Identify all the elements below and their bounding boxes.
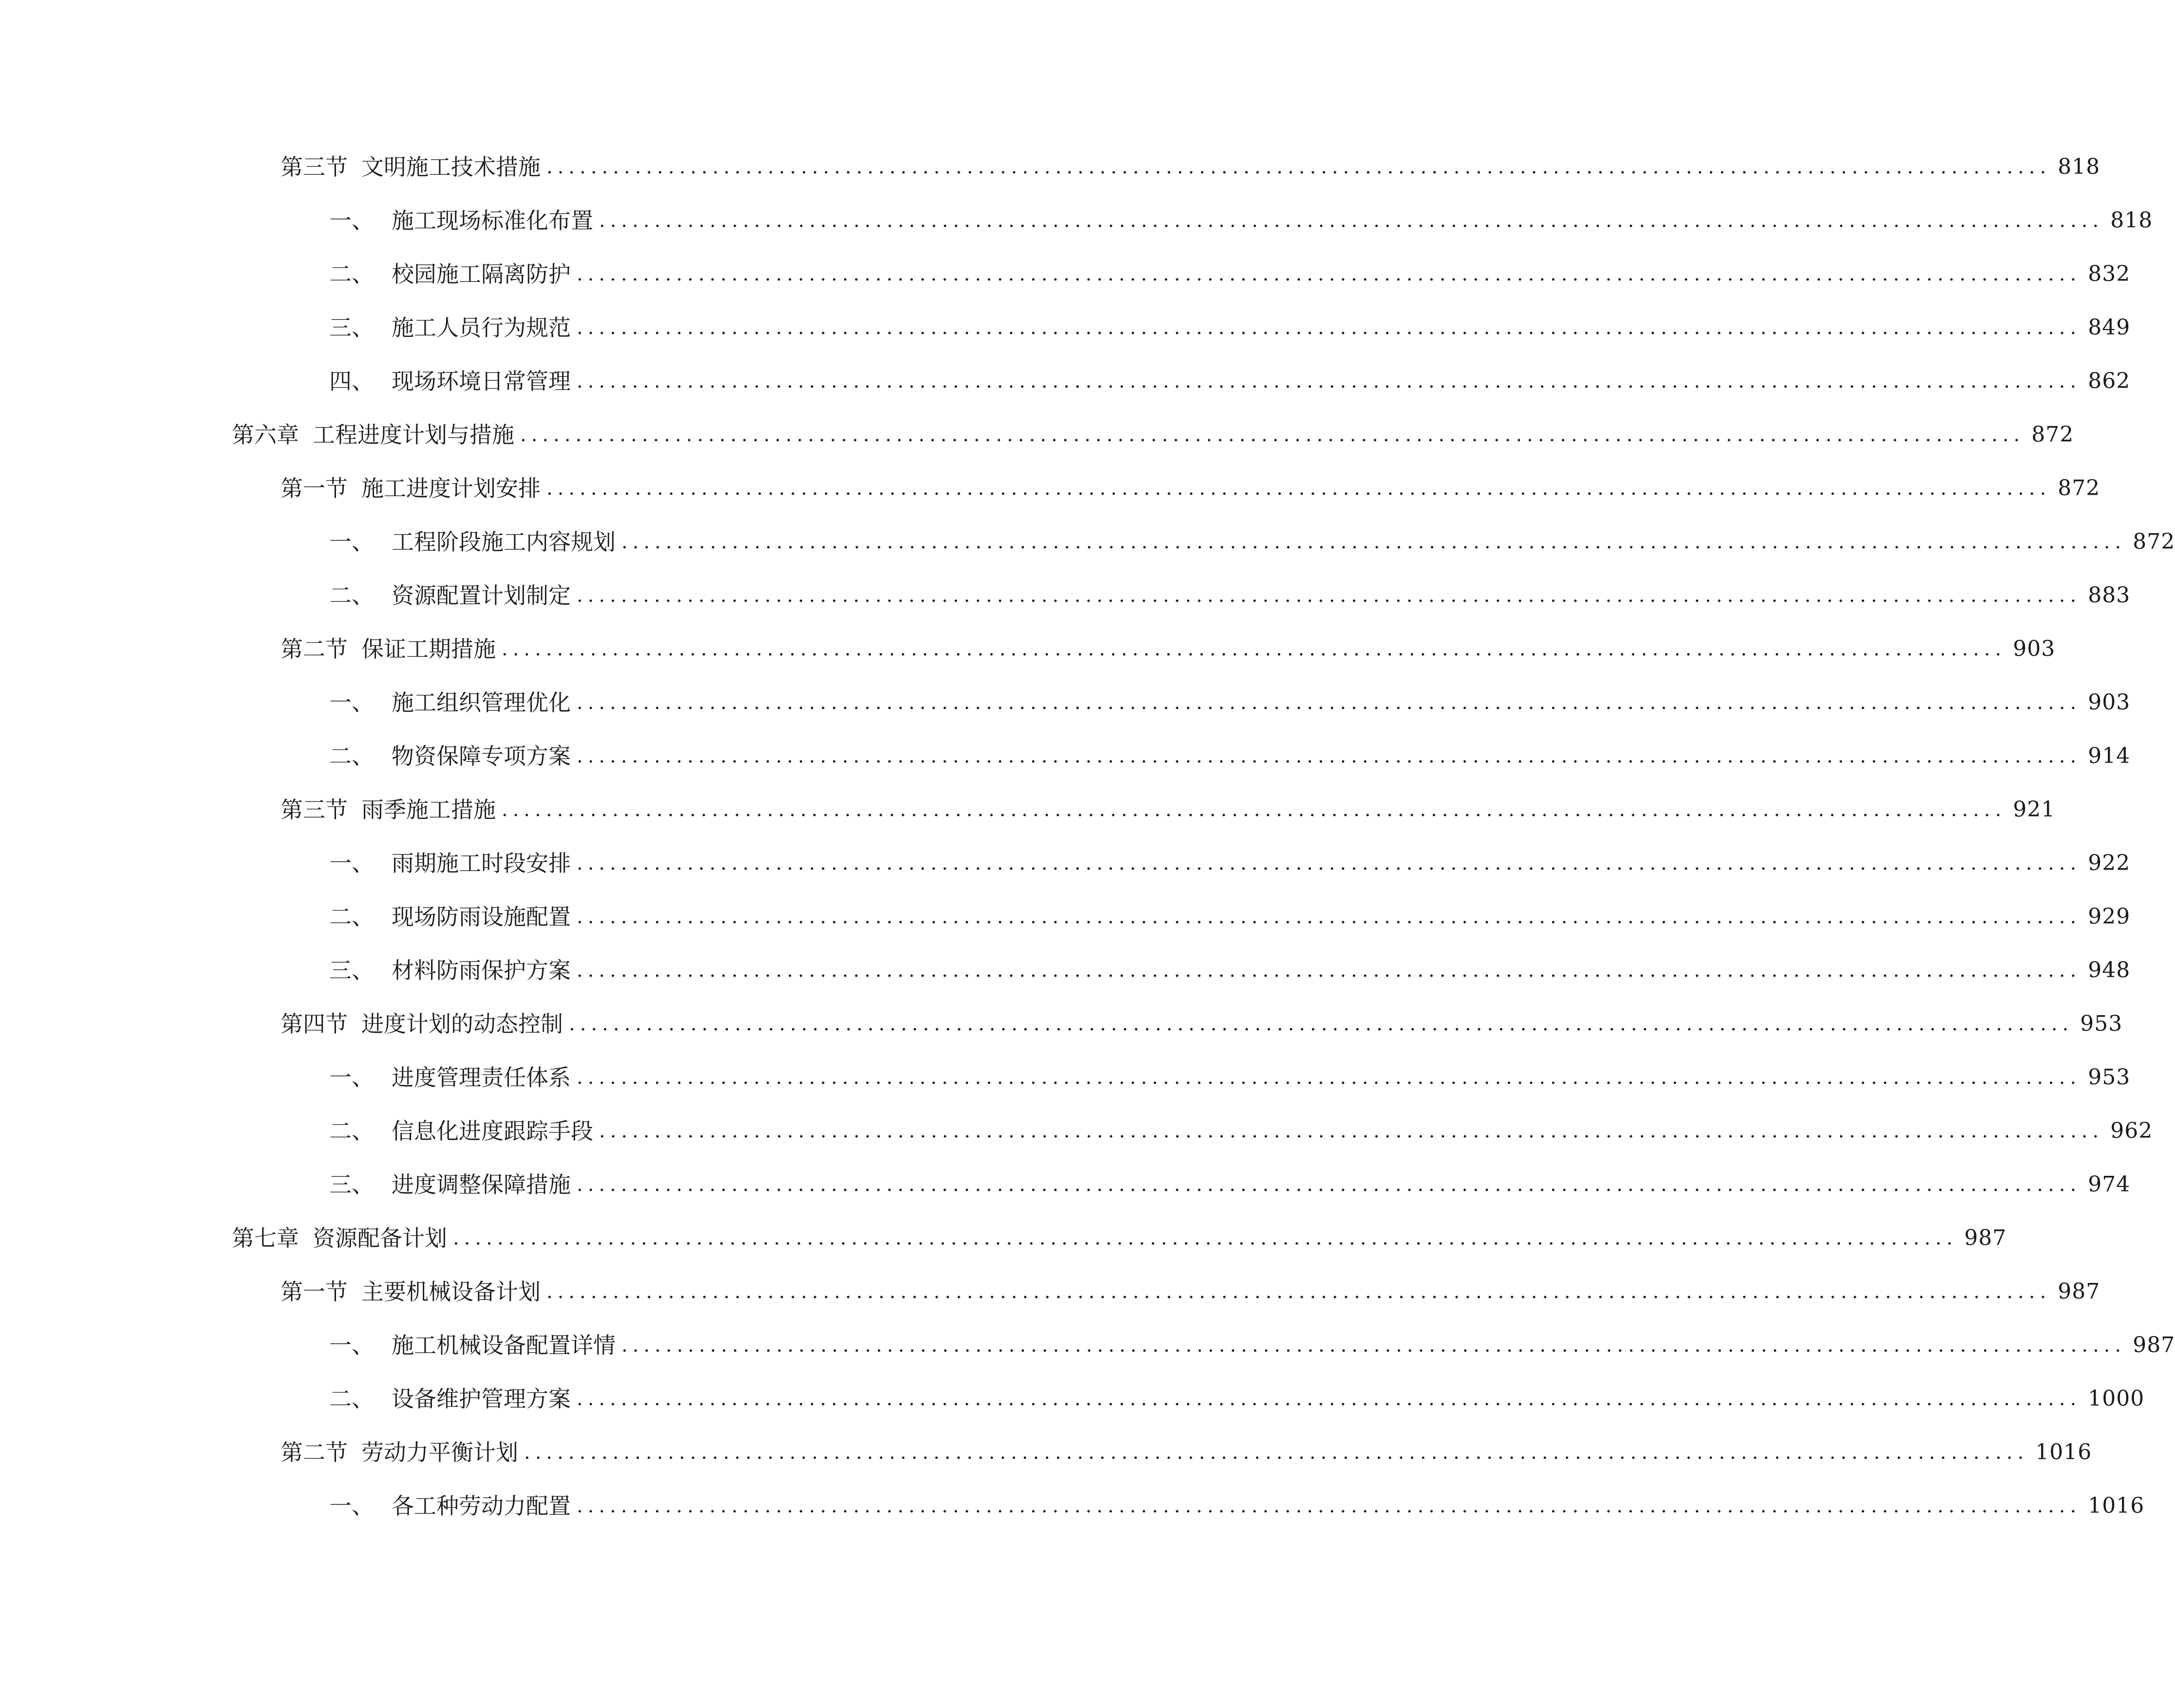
toc-entry-title: 施工机械设备配置详情 xyxy=(392,1332,616,1358)
toc-entry-title: 工程阶段施工内容规划 xyxy=(392,529,616,555)
toc-entry-title: 材料防雨保护方案 xyxy=(392,957,571,984)
toc-dot-leader: ........................................................................................................................................ xyxy=(577,959,2081,982)
toc-entry[interactable] xyxy=(0,569,2131,622)
toc-dot-leader: ........................................................................................................................................ xyxy=(453,1227,1958,1249)
toc-page-number: 1016 xyxy=(2088,1493,2145,1518)
toc-entry-number: 一、 xyxy=(329,529,374,555)
toc-entry[interactable] xyxy=(0,462,2100,515)
toc-dot-leader: ........................................................................................................................................ xyxy=(577,316,2081,339)
toc-page-number: 987 xyxy=(2058,1279,2100,1304)
toc-dot-leader: ........................................................................................................................................ xyxy=(577,1495,2081,1517)
toc-dot-leader: ........................................................................................................................................ xyxy=(577,691,2081,714)
toc-page-number: 921 xyxy=(2013,797,2056,822)
toc-page-number: 832 xyxy=(2088,261,2131,286)
toc-entry-number: 二、 xyxy=(329,261,374,287)
toc-entry-title: 施工现场标准化布置 xyxy=(392,207,593,234)
toc-entry[interactable] xyxy=(0,354,2131,408)
toc-entry-number: 三、 xyxy=(329,315,374,341)
toc-entry-number: 二、 xyxy=(329,582,374,609)
toc-dot-leader: ........................................................................................................................................ xyxy=(524,1441,2029,1464)
toc-entry-title: 文明施工技术措施 xyxy=(361,154,541,180)
toc-entry-number: 二、 xyxy=(329,904,374,930)
toc-entry-number: 一、 xyxy=(329,1064,374,1091)
toc-entry[interactable] xyxy=(0,890,2131,944)
toc-page-number: 1016 xyxy=(2035,1440,2092,1465)
toc-entry-number: 一、 xyxy=(329,689,374,716)
toc-entry-number: 第一节 xyxy=(281,475,348,501)
toc-entry-number: 二、 xyxy=(329,1386,374,1412)
toc-entry-number: 第三节 xyxy=(281,154,348,180)
toc-page-number: 872 xyxy=(2058,476,2100,501)
toc-page-number: 922 xyxy=(2088,851,2131,875)
toc-entry-title: 设备维护管理方案 xyxy=(392,1386,571,1412)
toc-entry-number: 第七章 xyxy=(232,1225,299,1251)
toc-entry[interactable] xyxy=(0,1051,2131,1104)
toc-dot-leader: ........................................................................................................................................ xyxy=(577,584,2081,607)
toc-page-number: 883 xyxy=(2088,583,2131,608)
toc-page-number: 903 xyxy=(2088,690,2131,715)
toc-entry[interactable] xyxy=(0,944,2131,997)
toc-entry-number: 一、 xyxy=(329,1332,374,1358)
toc-entry[interactable] xyxy=(0,1318,2175,1372)
toc-dot-leader: ........................................................................................................................................ xyxy=(569,1013,2074,1035)
toc-entry[interactable] xyxy=(0,140,2100,194)
toc-entry[interactable] xyxy=(0,247,2131,301)
toc-page-number: 974 xyxy=(2088,1172,2131,1197)
toc-dot-leader: ........................................................................................................................................ xyxy=(577,1388,2081,1410)
toc-entry-number: 四、 xyxy=(329,368,374,394)
toc-chapter-entry[interactable] xyxy=(0,1211,2007,1265)
toc-entry-title: 施工人员行为规范 xyxy=(392,315,571,341)
toc-page-number: 987 xyxy=(1964,1225,2007,1250)
toc-entry[interactable] xyxy=(0,1479,2145,1533)
toc-dot-leader: ........................................................................................................................................ xyxy=(577,1066,2081,1089)
toc-page-number: 953 xyxy=(2080,1011,2123,1036)
toc-entry-title: 保证工期措施 xyxy=(361,636,496,662)
toc-page-number: 818 xyxy=(2058,154,2100,179)
toc-page-number: 903 xyxy=(2013,636,2056,661)
toc-entry-title: 雨季施工措施 xyxy=(361,797,496,823)
toc-entry-number: 第三节 xyxy=(281,797,348,823)
toc-entry[interactable] xyxy=(0,836,2131,890)
toc-entry-title: 校园施工隔离防护 xyxy=(392,261,571,287)
toc-page-number: 948 xyxy=(2088,958,2131,983)
toc-entry-title: 主要机械设备计划 xyxy=(361,1279,541,1305)
toc-page-number: 914 xyxy=(2088,743,2131,768)
toc-dot-leader: ........................................................................................................................................ xyxy=(577,906,2081,928)
toc-entry-number: 第四节 xyxy=(281,1011,348,1037)
toc-entry-number: 第六章 xyxy=(232,422,299,448)
toc-page-number: 987 xyxy=(2133,1333,2175,1357)
toc-dot-leader: ........................................................................................................................................ xyxy=(577,852,2081,874)
toc-entry-title: 进度计划的动态控制 xyxy=(361,1011,563,1037)
toc-page-number: 962 xyxy=(2110,1118,2153,1143)
toc-entry[interactable] xyxy=(0,676,2131,729)
toc-page-number: 872 xyxy=(2031,422,2074,447)
toc-dot-leader: ........................................................................................................................................ xyxy=(577,263,2081,285)
toc-entry[interactable] xyxy=(0,1158,2131,1211)
toc-dot-leader: ........................................................................................................................................ xyxy=(577,745,2081,767)
toc-page-number: 849 xyxy=(2088,315,2131,340)
toc-entry-number: 第一节 xyxy=(281,1279,348,1305)
toc-entry[interactable] xyxy=(0,515,2175,569)
toc-page-number: 1000 xyxy=(2088,1386,2145,1411)
toc-entry[interactable] xyxy=(0,301,2131,354)
toc-entry-title: 各工种劳动力配置 xyxy=(392,1493,571,1519)
toc-entry-title: 劳动力平衡计划 xyxy=(361,1439,518,1466)
toc-dot-leader: ........................................................................................................................................ xyxy=(546,156,2051,178)
toc-dot-leader: ........................................................................................................................................ xyxy=(546,477,2051,500)
toc-entry-number: 三、 xyxy=(329,957,374,984)
toc-entry-title: 进度调整保障措施 xyxy=(392,1171,571,1198)
toc-entry[interactable] xyxy=(0,729,2131,783)
toc-entry-title: 资源配置计划制定 xyxy=(392,582,571,609)
toc-entry[interactable] xyxy=(0,997,2123,1051)
toc-entry-title: 现场防雨设施配置 xyxy=(392,904,571,930)
toc-entry-title: 物资保障专项方案 xyxy=(392,743,571,769)
toc-entry-number: 一、 xyxy=(329,1493,374,1519)
toc-entry-number: 第二节 xyxy=(281,1439,348,1466)
toc-page-number: 929 xyxy=(2088,904,2131,929)
toc-dot-leader: ........................................................................................................................................ xyxy=(502,798,2006,821)
toc-dot-leader: ........................................................................................................................................ xyxy=(577,1173,2081,1196)
toc-entry-title: 施工组织管理优化 xyxy=(392,689,571,716)
toc-page-number: 818 xyxy=(2110,208,2153,233)
table-of-contents xyxy=(0,140,2175,1533)
toc-chapter-entry[interactable] xyxy=(0,408,2074,462)
toc-dot-leader: ........................................................................................................................................ xyxy=(599,1120,2104,1142)
toc-entry[interactable] xyxy=(0,783,2056,836)
toc-dot-leader: ........................................................................................................................................ xyxy=(577,370,2081,392)
toc-dot-leader: ........................................................................................................................................ xyxy=(520,424,2025,446)
toc-entry[interactable] xyxy=(0,1372,2145,1426)
toc-dot-leader: ........................................................................................................................................ xyxy=(502,638,2006,660)
toc-page-number: 953 xyxy=(2088,1065,2131,1090)
toc-entry-number: 二、 xyxy=(329,1118,374,1144)
toc-entry-title: 现场环境日常管理 xyxy=(392,368,571,394)
toc-entry-title: 资源配备计划 xyxy=(313,1225,447,1251)
toc-entry[interactable] xyxy=(0,1265,2100,1318)
toc-entry-number: 一、 xyxy=(329,850,374,876)
toc-entry-number: 二、 xyxy=(329,743,374,769)
toc-dot-leader: ........................................................................................................................................ xyxy=(621,531,2126,553)
toc-entry-title: 工程进度计划与措施 xyxy=(313,422,514,448)
toc-entry-title: 信息化进度跟踪手段 xyxy=(392,1118,593,1144)
toc-entry[interactable] xyxy=(0,194,2153,247)
toc-entry-title: 雨期施工时段安排 xyxy=(392,850,571,876)
toc-page-number: 872 xyxy=(2133,529,2175,554)
toc-entry[interactable] xyxy=(0,1104,2153,1158)
toc-entry-title: 施工进度计划安排 xyxy=(361,475,541,501)
toc-dot-leader: ........................................................................................................................................ xyxy=(621,1334,2126,1356)
toc-entry-title: 进度管理责任体系 xyxy=(392,1064,571,1091)
toc-entry-number: 一、 xyxy=(329,207,374,234)
toc-dot-leader: ........................................................................................................................................ xyxy=(546,1281,2051,1303)
toc-dot-leader: ........................................................................................................................................ xyxy=(599,209,2104,232)
toc-entry[interactable] xyxy=(0,1426,2092,1479)
toc-entry[interactable] xyxy=(0,622,2056,676)
toc-entry-number: 三、 xyxy=(329,1171,374,1198)
toc-entry-number: 第二节 xyxy=(281,636,348,662)
toc-page-number: 862 xyxy=(2088,369,2131,393)
